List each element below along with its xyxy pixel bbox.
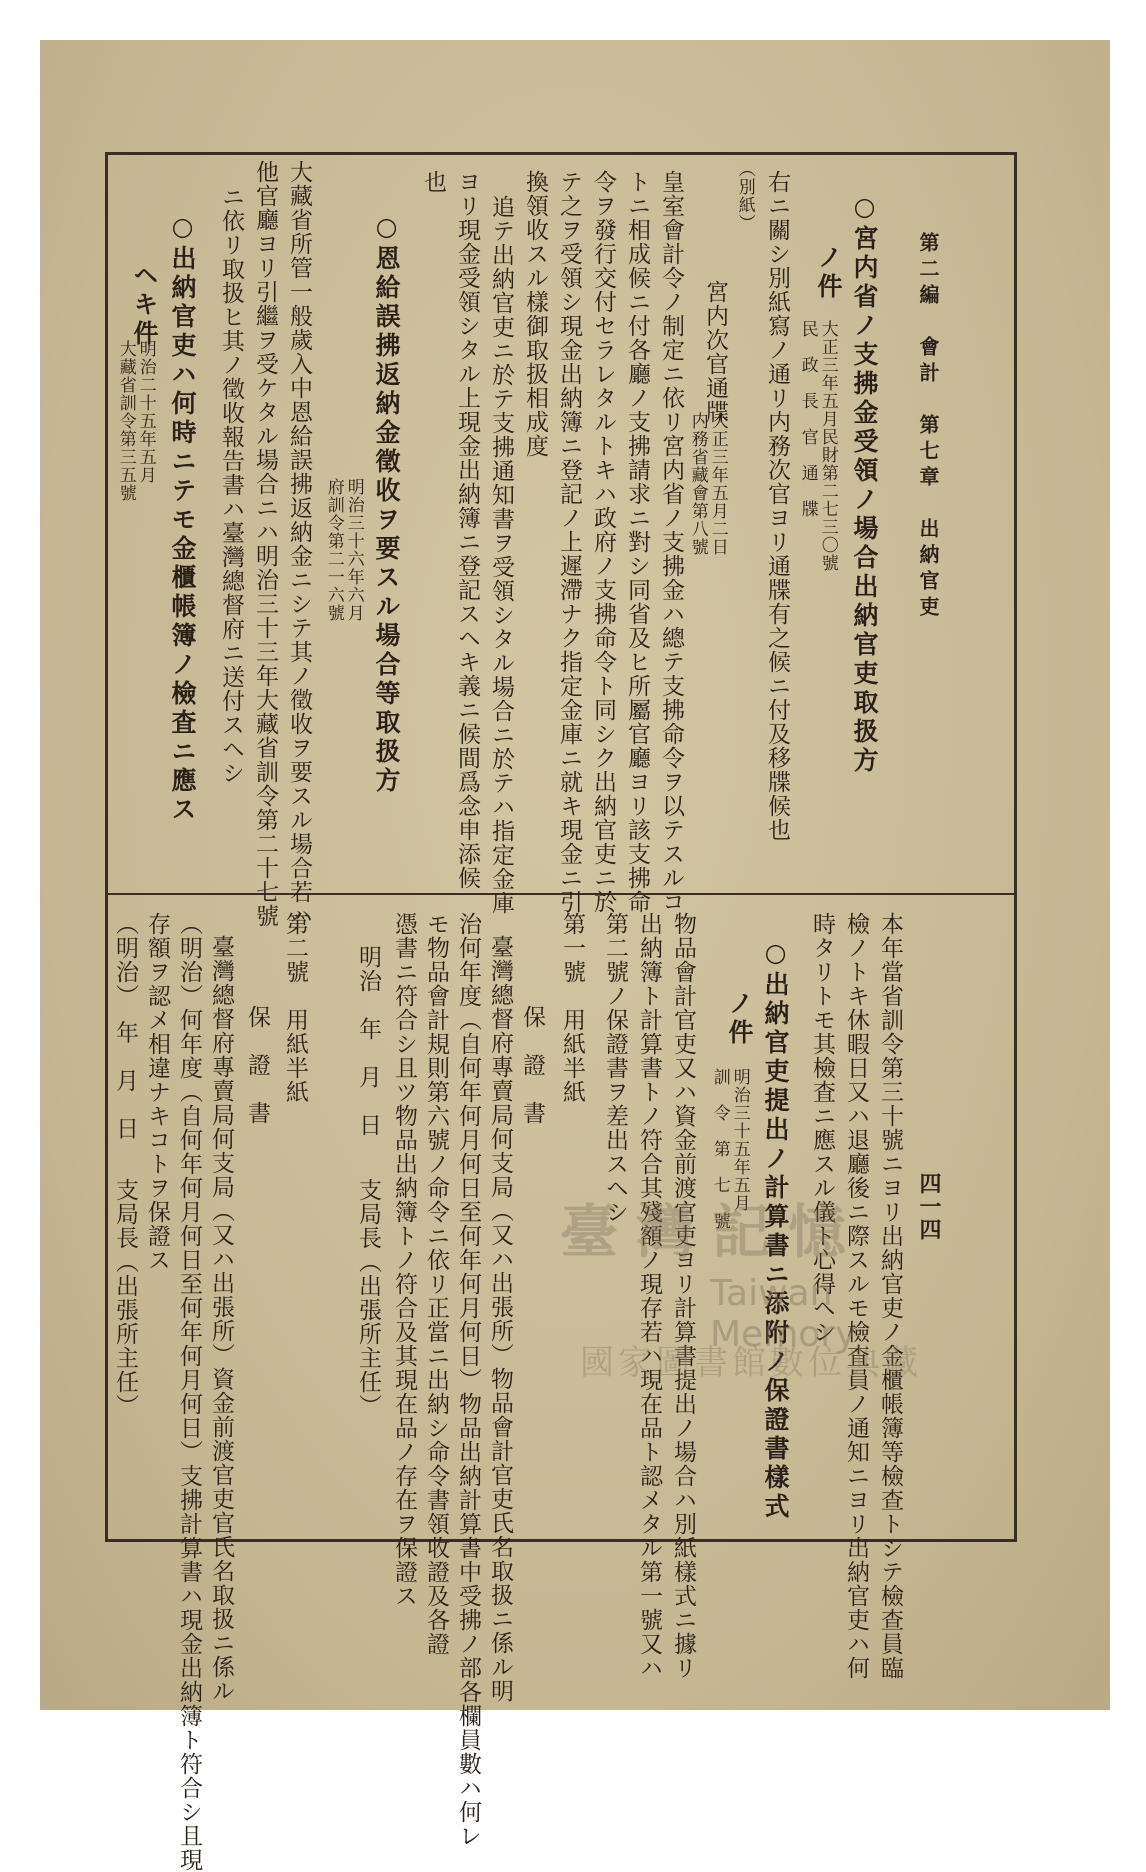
watermark-mark: 臺灣記憶 xyxy=(560,1198,865,1266)
s4-ref-a: 明治三十五年五月 xyxy=(729,1068,750,1212)
s4-body-2: 出納簿ト計算書トノ符合其殘額ノ現存若ハ現在品ト認メタル第一號又ハ xyxy=(636,912,662,1680)
s1-body-3: 令ヲ發行交付セラレタルトキハ政府ノ支拂命令ト同シク出納官吏ニ於 xyxy=(590,170,616,914)
s1-title: ○宮内省ノ支拂金受領ノ場合出納官吏取扱方 xyxy=(850,192,879,776)
s1-annex-head: 宮内次官通牒 xyxy=(702,280,728,424)
form2-signature: 支局長（出張所主任） xyxy=(112,1178,138,1418)
s1-body-6: 追テ出納官吏ニ於テ支拂通知書ヲ受領シタル場合ニ於テハ指定金庫 xyxy=(488,195,514,915)
form2-line-2: （明治）何年度（自何年何月何日至何年何月何日）支拂計算書ハ現金出納簿ト符合シ且現 xyxy=(176,912,202,1872)
s2-ref-b: 府訓令第二一六號 xyxy=(323,478,344,622)
s3-body-3: 時タリトモ其檢査ニ應スル儀ト心得ヘシ xyxy=(809,912,835,1344)
page-number: 四一四 xyxy=(916,1172,942,1241)
s1-title-cont: ノ件 xyxy=(814,244,843,302)
s3-ref-b: 大藏省訓令第三五號 xyxy=(115,340,136,502)
form1-line-3: モ物品會計規則第六號ノ命令ニ依リ正當ニ出納シ命令書領收證及各證 xyxy=(423,912,449,1656)
s4-body-1: 物品會計官吏又ハ資金前渡官吏ヨリ計算書提出ノ場合ハ別紙樣式ニ據リ xyxy=(670,912,696,1680)
running-head: 第二編 會計 第七章 出納官吏 xyxy=(916,232,940,622)
s1-annex-ref-b: 内務省藏會第八號 xyxy=(687,412,708,556)
s3-body-1: 本年當省訓令第三十號ニヨリ出納官吏ノ金櫃帳簿等檢查トシテ檢查員臨 xyxy=(877,912,903,1680)
s2-body-3: ニ依リ取扱ヒ其ノ徵收報告書ハ臺灣總督府ニ送付スヘシ xyxy=(218,185,244,785)
s2-body-1: 大藏省所管一般歲入中恩給誤拂返納金ニシテ其ノ徵收ヲ要スル場合若ハ xyxy=(286,160,312,928)
s1-body-2: トニ相成候ニ付各廳ノ支拂請求ニ對シ同省及ヒ所屬官廳ヨリ該支拂命 xyxy=(624,170,650,914)
watermark-logo xyxy=(560,1185,980,1435)
s3-ref-a: 明治二十五年五月 xyxy=(135,340,156,484)
s4-title: ○出納官吏提出ノ計算書ニ添附ノ保證書樣式 xyxy=(761,938,790,1522)
form2-number: 第二號 用紙半紙 xyxy=(282,912,308,1104)
form2-heading: 保 證 書 xyxy=(244,1005,270,1125)
s1-text: 右ニ關シ別紙寫ノ通リ内務次官ヨリ通牒有之候ニ付及移牒候也 xyxy=(764,170,790,842)
s4-body-3: 第二號ノ保證書ヲ差出スヘシ xyxy=(602,912,628,1224)
form2-date: （明治） 年 月 日 xyxy=(112,912,138,1141)
s1-ref-a: 大正三年五月民財第二七三〇號 xyxy=(817,320,838,572)
s4-title-cont: ノ件 xyxy=(725,990,754,1048)
s1-annex-label: （別紙） xyxy=(734,160,755,232)
form1-line-2: 治何年度（自何年何月何日至何年何月何日）物品出納計算書中受拂ノ部各欄員數ハ何レ xyxy=(455,912,481,1848)
s2-ref-a: 明治三十六年六月 xyxy=(343,478,364,622)
s1-annex-ref-a: 大正三年五月二日 xyxy=(707,412,728,556)
form1-number: 第一號 用紙半紙 xyxy=(559,912,585,1104)
s1-body-1: 皇室會計令ノ制定ニ依リ宮内省ノ支拂金ハ總テ支拂命令ヲ以テスルコ xyxy=(658,170,684,914)
s1-body-7: ヨリ現金受領シタル上現金出納簿ニ登記スヘキ義ニ候間爲念申添候 xyxy=(454,170,480,890)
s1-ref-b: 民 政 長 官 通 牒 xyxy=(797,320,818,518)
s1-body-4: テ之ヲ受領シ現金出納簿ニ登記ノ上遲滯ナク指定金庫ニ就キ現金ニ引 xyxy=(556,170,582,914)
watermark-latin: Taiwan Memory xyxy=(710,1273,857,1355)
form1-date: 明治 年 月 日 xyxy=(355,945,381,1137)
form1-signature: 支局長（出張所主任） xyxy=(355,1178,381,1418)
s2-body-2: 他官廳ヨリ引繼ヲ受ケタル場合ニハ明治三十三年大藏省訓令第二十七號 xyxy=(252,160,278,928)
form1-line-4: 憑書ニ符合シ且ツ物品出納簿トノ符合及其現在品ノ存在ヲ保證ス xyxy=(391,912,417,1608)
s4-ref-b: 訓 令 第 七 號 xyxy=(709,1068,730,1230)
s3-title-cont: ヘキ件 xyxy=(130,262,159,349)
s3-body-2: 檢ノトキ休暇日又ハ退廳後ニ際スルモ檢査員ノ通知ニヨリ出納官吏ハ何 xyxy=(843,912,869,1680)
watermark-sub: 國家圖書館數位典藏 xyxy=(580,1343,922,1383)
form2-line-3: 存額ヲ認メ相違ナキコトヲ保證ス xyxy=(144,912,170,1272)
s2-title: ○恩給誤拂返納金徵收ヲ要スル場合等取扱方 xyxy=(372,212,401,796)
form1-line-1: 臺灣總督府專賣局何支局（又ハ出張所）物品會計官吏氏名取扱ニ係ル明 xyxy=(487,935,513,1703)
s3-title: ○出納官吏ハ何時ニテモ金櫃帳簿ノ檢査ニ應ス xyxy=(168,212,197,825)
s1-body-8: 也 xyxy=(420,170,446,194)
form2-line-1: 臺灣總督府專賣局何支局（又ハ出張所）資金前渡官吏官氏名取扱ニ係ル xyxy=(208,935,234,1703)
form1-heading: 保 證 書 xyxy=(519,1005,545,1125)
s1-body-5: 換領收スル樣御取扱相成度 xyxy=(522,170,548,458)
